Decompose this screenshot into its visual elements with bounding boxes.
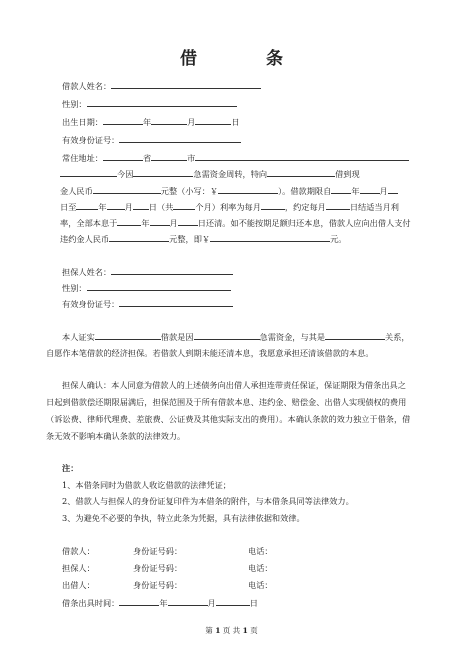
- text: 日还清。如不能按期足额归还本息，借款人应向出借人支付: [197, 218, 411, 228]
- borrower-name-label: 借款人姓名：: [62, 81, 112, 91]
- guarantor-name-row: [62, 265, 233, 277]
- text: 年: [98, 202, 107, 212]
- text: 金人民币: [60, 186, 93, 196]
- signature-phone-borrower: 电话：: [248, 546, 273, 556]
- city-unit: 市: [187, 153, 196, 163]
- loan-line-3: [60, 200, 399, 212]
- guarantor-name-blank[interactable]: [111, 265, 233, 275]
- guarantee-line-2: 日起到借款偿还期限届满后，担保范围及于所有借款本息、违约金、赔偿金、出借人实现债权的费用: [46, 397, 407, 407]
- borrower-id-label: 有效身份证号：: [62, 135, 120, 145]
- text: 本人证实: [62, 332, 95, 342]
- confirm-line-1: [62, 330, 410, 342]
- text: 急需资金周转，特向: [193, 169, 268, 179]
- blank[interactable]: [388, 184, 398, 194]
- footer-prefix: 第: [205, 626, 213, 635]
- borrower-name-row: [62, 79, 261, 91]
- text: 率，全部本息于: [60, 218, 118, 228]
- guarantor-gender-label: 性别：: [62, 283, 87, 293]
- borrower-id-row: [62, 133, 241, 145]
- blank[interactable]: [360, 184, 380, 194]
- confirm-line-2: 自愿作本笔借款的经济担保。若借款人到期未能还清本息，我愿意承担还清该借款的本息。: [46, 348, 374, 358]
- signature-phone-guarantor: 电话：: [248, 563, 273, 573]
- note-item-1: 1、本借条同时为借款人收讫借款的法律凭证；: [62, 480, 231, 490]
- text: 年: [351, 186, 360, 196]
- issue-year-unit: 年: [159, 598, 168, 608]
- blank[interactable]: [76, 200, 98, 210]
- blank[interactable]: [173, 200, 195, 210]
- blank[interactable]: [93, 184, 161, 194]
- issue-date-label: 借条出具时间：: [62, 598, 120, 608]
- document-title: 借 条: [180, 49, 309, 69]
- text: 急需资金，与其是: [259, 332, 326, 342]
- birth-year-blank[interactable]: [103, 115, 143, 125]
- borrower-name-blank[interactable]: [111, 79, 261, 89]
- issue-day-blank[interactable]: [216, 596, 250, 606]
- page-total: 1: [242, 626, 248, 635]
- loan-line-1: [60, 167, 360, 179]
- borrower-id-blank[interactable]: [119, 133, 241, 143]
- blank[interactable]: [261, 200, 285, 210]
- text: 日（共: [148, 202, 174, 212]
- text: 元整，即￥: [169, 234, 211, 244]
- guarantee-line-3: （诉讼费、律师代理费、差旅费、公证费及其他实际支出的费用）。本确认条款的效力独立于借条，借: [46, 414, 411, 424]
- issue-date-row: [62, 596, 258, 608]
- blank[interactable]: [325, 330, 385, 340]
- blank[interactable]: [60, 167, 117, 177]
- blank[interactable]: [210, 232, 330, 242]
- text: 月: [379, 186, 388, 196]
- borrower-gender-label: 性别：: [62, 99, 87, 109]
- guarantee-line-4: 条无效不影响本确认条款的法律效力。: [46, 431, 186, 441]
- signature-role-guarantor: 担保人：: [62, 563, 95, 573]
- signature-role-borrower: 借款人：: [62, 546, 95, 556]
- blank[interactable]: [178, 216, 198, 226]
- borrower-address-row: [62, 151, 409, 163]
- text: 违约金人民币: [60, 234, 110, 244]
- guarantor-gender-row: [62, 281, 231, 293]
- text: 个月）利率为每月: [195, 202, 261, 212]
- loan-line-5: [60, 232, 346, 244]
- page-footer: [0, 625, 463, 636]
- borrower-gender-blank[interactable]: [87, 97, 237, 107]
- note-item-2: 2、借款人与担保人的身份证复印件为本借条的附件，与本借条具同等法律效力。: [62, 496, 354, 506]
- footer-suffix: 页: [250, 626, 258, 635]
- province-blank[interactable]: [103, 151, 143, 161]
- text: ，约定每月: [284, 202, 326, 212]
- birth-day-unit: 日: [231, 117, 240, 127]
- borrower-address-label: 常住地址：: [62, 153, 103, 163]
- blank[interactable]: [109, 232, 169, 242]
- text: 年: [141, 218, 150, 228]
- note-item-3: 3、为避免不必要的争执，特立此条为凭据，具有法律依据和效律。: [62, 513, 305, 523]
- blank[interactable]: [133, 200, 149, 210]
- blank[interactable]: [194, 330, 260, 340]
- address-detail-blank[interactable]: [195, 151, 409, 161]
- blank[interactable]: [331, 184, 351, 194]
- text: 借款是因: [160, 332, 194, 342]
- borrower-birth-row: [62, 115, 240, 127]
- text: 月: [169, 218, 178, 228]
- blank[interactable]: [95, 330, 161, 340]
- signature-id-lender: 身份证号码：: [133, 580, 183, 590]
- text: 今因: [117, 169, 134, 179]
- text: ）。借款期限自: [278, 186, 332, 196]
- loan-line-4: [60, 216, 411, 228]
- borrower-gender-row: [62, 97, 237, 109]
- birth-year-unit: 年: [142, 117, 152, 127]
- signature-phone-lender: 电话：: [248, 580, 273, 590]
- borrower-birth-label: 出生日期：: [62, 117, 103, 127]
- footer-mid: 页 共: [222, 626, 241, 635]
- signature-id-guarantor: 身份证号码：: [133, 563, 183, 573]
- notes-heading: 注：: [62, 463, 79, 473]
- blank[interactable]: [326, 200, 350, 210]
- birth-month-blank[interactable]: [151, 115, 187, 125]
- blank[interactable]: [107, 200, 125, 210]
- text: 日至: [60, 202, 77, 212]
- issue-day-unit: 日: [249, 598, 258, 608]
- birth-day-blank[interactable]: [195, 115, 231, 125]
- issue-month-unit: 月: [207, 598, 216, 608]
- guarantor-id-label: 有效身份证号：: [62, 299, 120, 309]
- guarantor-gender-blank[interactable]: [87, 281, 231, 291]
- signature-role-lender: 出借人：: [62, 580, 95, 590]
- blank[interactable]: [117, 216, 141, 226]
- city-blank[interactable]: [151, 151, 187, 161]
- blank[interactable]: [218, 184, 278, 194]
- issue-month-blank[interactable]: [168, 596, 208, 606]
- text: 元。: [330, 234, 347, 244]
- text: 借到现: [335, 169, 360, 179]
- blank[interactable]: [133, 167, 193, 177]
- signature-id-borrower: 身份证号码：: [133, 546, 183, 556]
- guarantor-name-label: 担保人姓名：: [62, 267, 112, 277]
- loan-line-2: [60, 184, 398, 196]
- blank[interactable]: [150, 216, 170, 226]
- issue-year-blank[interactable]: [119, 596, 159, 606]
- province-unit: 省: [142, 153, 152, 163]
- text: 月: [124, 202, 133, 212]
- guarantee-line-1: 担保人确认：本人同意为借款人的上述债务向出借人承担连带责任保证，保证期限为借条出具之: [62, 380, 406, 390]
- blank[interactable]: [267, 167, 335, 177]
- text: 元整（小写：￥: [160, 186, 219, 196]
- text: 日结适当月利: [349, 202, 399, 212]
- guarantor-id-blank[interactable]: [119, 297, 233, 307]
- text: 关系，: [385, 332, 410, 342]
- birth-month-unit: 月: [187, 117, 196, 127]
- guarantor-id-row: [62, 297, 233, 309]
- page-number: 1: [215, 626, 221, 635]
